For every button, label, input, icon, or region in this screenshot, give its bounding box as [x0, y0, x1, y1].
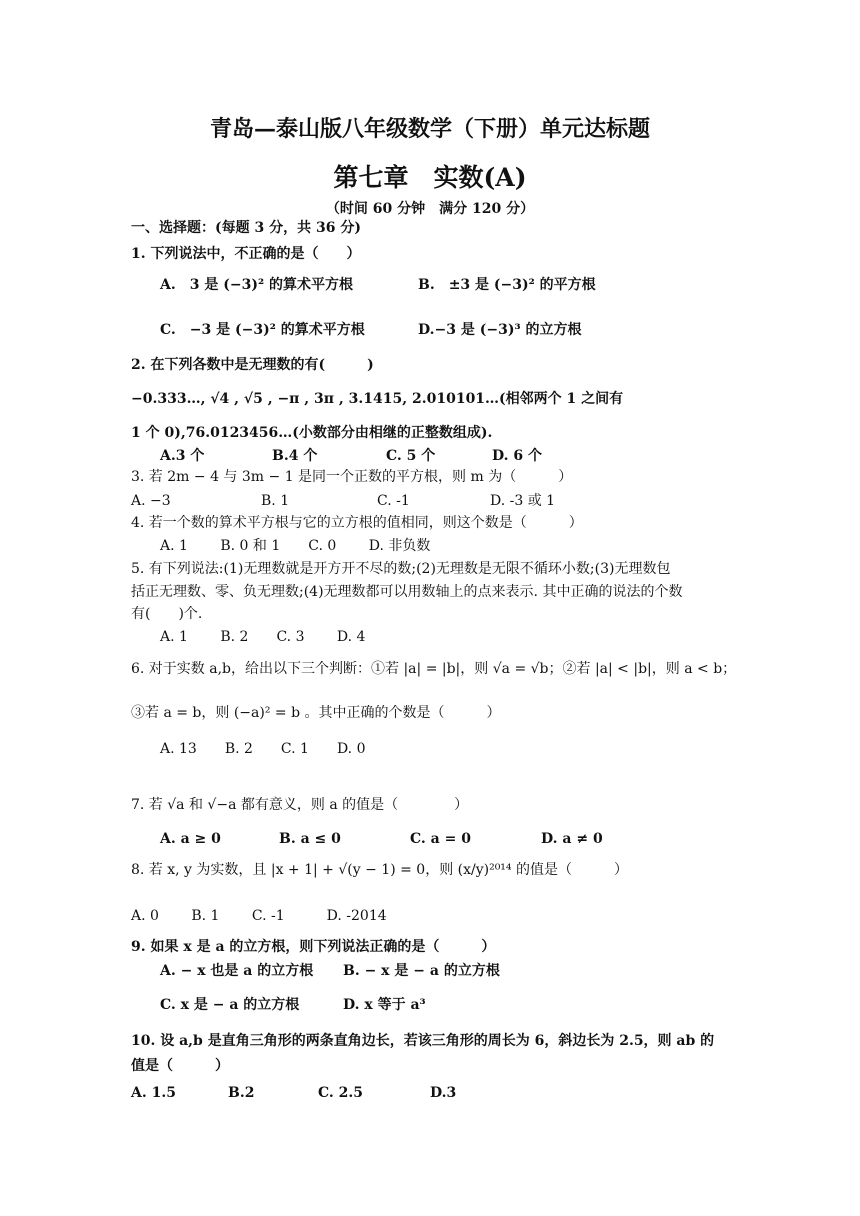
- question-9-option-a: A. − x 也是 a 的立方根: [160, 963, 314, 979]
- question-2-option-b: B.4 个: [272, 448, 318, 464]
- question-8-stem: 8. 若 x, y 为实数，且 |x + 1| + √(y − 1) = 0，则 (x/y)²⁰¹⁴ 的值是（ ）: [131, 862, 628, 878]
- question-6-stem: 6. 对于实数 a,b，给出以下三个判断：①若 |a| = |b|，则 √a = √b；②若 |a| < |b|，则 a < b；: [131, 661, 737, 677]
- question-10-stem-cont: 值是（ ）: [131, 1058, 229, 1074]
- question-7-option-d: D. a ≠ 0: [541, 831, 603, 847]
- question-4-stem: 4. 若一个数的算术平方根与它的立方根的值相同，则这个数是（ ）: [131, 515, 583, 531]
- question-5-stem-end: 有( )个.: [131, 606, 203, 622]
- question-5-stem: 5. 有下列说法:(1)无理数就是开方开不尽的数;(2)无理数是无限不循环小数;(3)无理数包: [131, 561, 671, 577]
- question-7-option-b: B. a ≤ 0: [279, 831, 341, 847]
- question-1-stem: 1. 下列说法中，不正确的是（ ）: [131, 246, 361, 262]
- question-7-option-c: C. a = 0: [410, 831, 471, 847]
- question-9-stem: 9. 如果 x 是 a 的立方根，则下列说法正确的是（ ）: [131, 939, 496, 955]
- section-heading: 一、选择题：(每题 3 分，共 36 分): [131, 220, 361, 236]
- question-10-option-d: D.3: [430, 1085, 457, 1101]
- question-1-option-c: C. −3 是 (−3)² 的算术平方根: [160, 322, 365, 338]
- question-5-stem-cont: 括正无理数、零、负无理数;(4)无理数都可以用数轴上的点来表示. 其中正确的说法的个数: [131, 584, 683, 600]
- question-3-option-a: A. −3: [131, 493, 171, 509]
- question-3-option-d: D. -3 或 1: [490, 493, 556, 509]
- question-7-stem: 7. 若 √a 和 √−a 都有意义，则 a 的值是（ ）: [131, 797, 469, 813]
- document-title: 青岛—泰山版八年级数学（下册）单元达标题: [209, 116, 650, 142]
- question-1-option-d: D.−3 是 (−3)³ 的立方根: [418, 322, 582, 338]
- question-2-stem: 2. 在下列各数中是无理数的有( ): [131, 357, 374, 373]
- question-2-numbers-cont: 1 个 0),76.0123456…(小数部分由相继的正整数组成).: [131, 425, 493, 441]
- question-2-numbers: −0.333…, √4 , √5 , −π , 3π , 3.1415, 2.010101…(相邻两个 1 之间有: [131, 391, 624, 407]
- question-3-stem: 3. 若 2m − 4 与 3m − 1 是同一个正数的平方根，则 m 为（ ）: [131, 469, 573, 485]
- question-2-option-d: D. 6 个: [492, 448, 543, 464]
- question-9-option-c: C. x 是 − a 的立方根: [160, 997, 300, 1013]
- question-9-option-d: D. x 等于 a³: [343, 997, 426, 1013]
- question-3-option-c: C. -1: [377, 493, 410, 509]
- question-3-option-b: B. 1: [261, 493, 290, 509]
- exam-meta: （时间 60 分钟 满分 120 分）: [325, 201, 535, 217]
- question-7-option-a: A. a ≥ 0: [160, 831, 221, 847]
- question-10-option-c: C. 2.5: [318, 1085, 364, 1101]
- question-2-option-c: C. 5 个: [386, 448, 436, 464]
- question-4-options: A. 1 B. 0 和 1 C. 0 D. 非负数: [160, 538, 431, 554]
- question-10-option-b: B.2: [228, 1085, 255, 1101]
- question-1-option-b: B. ±3 是 (−3)² 的平方根: [418, 277, 596, 293]
- question-9-option-b: B. − x 是 − a 的立方根: [343, 963, 500, 979]
- question-6-options: A. 13 B. 2 C. 1 D. 0: [160, 741, 366, 757]
- question-10-stem: 10. 设 a,b 是直角三角形的两条直角边长，若该三角形的周长为 6，斜边长为 2.5，则 ab 的: [131, 1033, 715, 1049]
- question-2-option-a: A.3 个: [160, 448, 205, 464]
- question-8-options: A. 0 B. 1 C. -1 D. -2014: [131, 908, 387, 924]
- question-10-option-a: A. 1.5: [131, 1085, 176, 1101]
- chapter-title: 第七章 实数(A): [333, 163, 527, 192]
- question-5-options: A. 1 B. 2 C. 3 D. 4: [160, 629, 366, 645]
- question-1-option-a: A. 3 是 (−3)² 的算术平方根: [160, 277, 353, 293]
- question-6-stem-cont: ③若 a = b，则 (−a)² = b 。其中正确的个数是（ ）: [131, 705, 501, 721]
